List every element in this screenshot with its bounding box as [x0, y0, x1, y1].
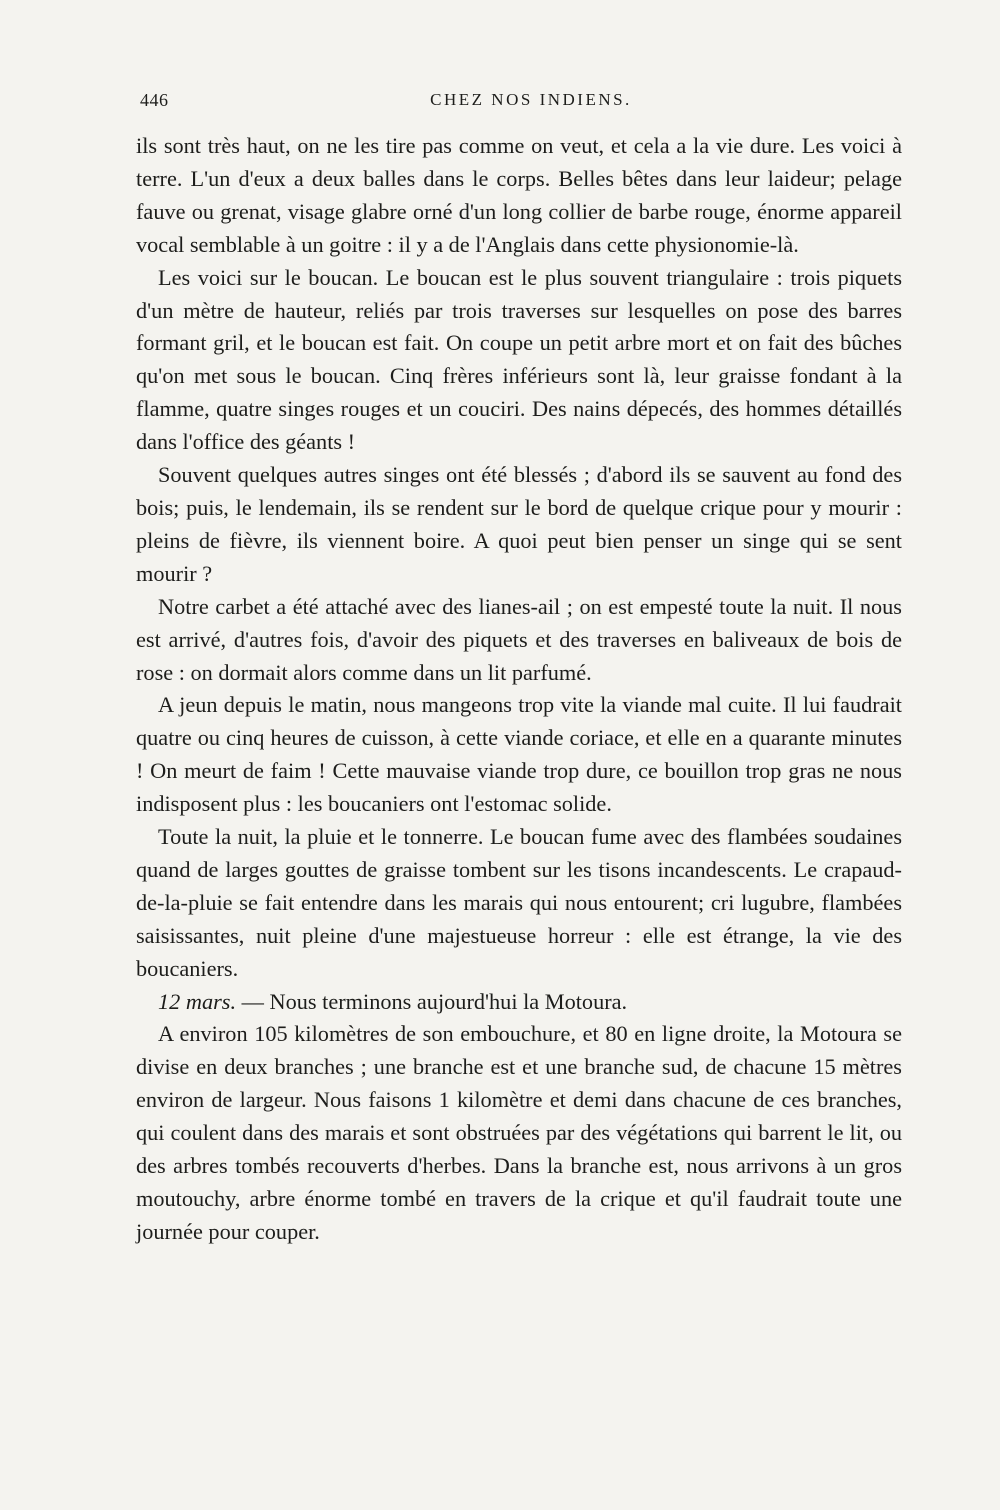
date-label: 12 mars.: [158, 988, 237, 1014]
paragraph: ils sont très haut, on ne les tire pas comme on veut, et cela a la vie dure. Les voici à terre. L'un d'eux a deux balles dans le corps. Belles bêtes dans leur laideur; pelage fauve ou grenat, visage glabre orné d'un long collier de barbe rouge, énorme appareil vocal semblable à un goitre : il y a de l'Anglais dans cette physionomie-là.: [136, 133, 902, 257]
paragraph: Souvent quelques autres singes ont été blessés ; d'abord ils se sauvent au fond des bois; puis, le lendemain, ils se rendent sur le bord de quelque crique pour y mourir : pleins de fièvre, ils viennent boire. A quoi peut bien penser un singe qui se sent mourir ?: [136, 462, 902, 586]
dated-entry: [136, 986, 902, 1019]
paragraph: Notre carbet a été attaché avec des lianes-ail ; on est empesté toute la nuit. Il nous est arrivé, d'autres fois, d'avoir des piquets et des traverses en baliveaux de bois de rose : on dormait alors comme dans un lit parfumé.: [136, 593, 902, 685]
page-header: [140, 90, 902, 120]
dated-entry-text: — Nous terminons aujourd'hui la Motoura.: [236, 988, 628, 1014]
paragraph: A jeun depuis le matin, nous mangeons trop vite la viande mal cuite. Il lui faudrait quatre ou cinq heures de cuisson, à cette viande coriace, et elle en a quarante minutes ! On meurt de faim ! Cette mauvaise viande trop dure, ce bouillon trop gras ne nous indisposent plus : les boucaniers ont l'estomac solide.: [136, 692, 902, 817]
body-text: [136, 130, 902, 1249]
paragraph: Toute la nuit, la pluie et le tonnerre. Le boucan fume avec des flambées soudaines quand de larges gouttes de graisse tombent sur les tisons incandescents. Le crapaud-de-la-pluie se fait entendre dans les marais qui nous entourent; cri lugubre, flambées saisissantes, nuit pleine d'une majestueuse horreur : elle est étrange, la vie des boucaniers.: [136, 824, 902, 981]
paragraph: Les voici sur le boucan. Le boucan est le plus souvent triangulaire : trois piquets d'un mètre de hauteur, reliés par trois traverses sur lesquelles on pose des barres formant gril, et le boucan est fait. On coupe un petit arbre mort et on fait des bûches qu'on met sous le boucan. Cinq frères inférieurs sont là, leur graisse fondant à la flamme, quatre singes rouges et un couciri. Des nains dépecés, des hommes détaillés dans l'office des géants !: [136, 264, 902, 455]
paragraph: A environ 105 kilomètres de son embouchure, et 80 en ligne droite, la Motoura se divise en deux branches ; une branche est et une branche sud, de chacune 15 mètres environ de largeur. Nous faisons 1 kilomètre et demi dans chacune de ces branches, qui coulent dans des marais et sont obstruées par des végétations qui barrent le lit, ou des arbres tombés recouverts d'herbes. Dans la branche est, nous arrivons à un gros moutouchy, arbre énorme tombé en travers de la crique et qu'il faudrait toute une journée pour couper.: [136, 1021, 902, 1244]
page-number: 446: [140, 90, 169, 110]
running-title: CHEZ NOS INDIENS.: [430, 90, 632, 109]
